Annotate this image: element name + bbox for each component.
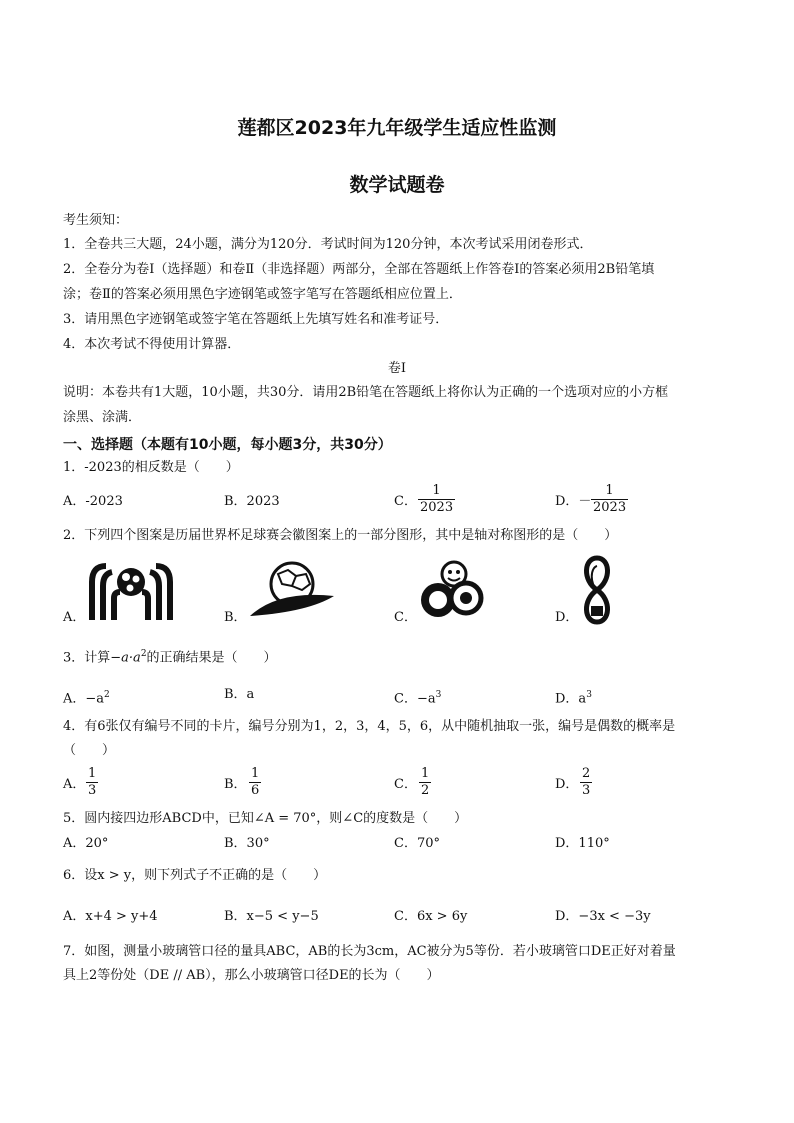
option-b-fraction xyxy=(249,766,261,799)
option-c xyxy=(394,686,441,708)
question-stem: 4．有6张仅有编号不同的卡片，编号分别为1，2，3，4，5，6，从中随机抽取一张，编号是偶数的概率是 xyxy=(63,719,676,734)
question-stem: 7．如图，测量小玻璃管口径的量具ABC，AB的长为3cm，AC被分为5等份．若小玻璃管口DE正好对着量 xyxy=(63,944,676,959)
option-d: D．−3x < −3y xyxy=(555,909,651,924)
option-c-label: C． xyxy=(394,494,417,509)
exam-title: 莲都区2023年九年级学生适应性监测 xyxy=(237,117,557,139)
volume-desc: 涂黑、涂满． xyxy=(63,410,142,425)
worldcup-emblem-c-image xyxy=(418,556,488,622)
option-c: C．6x > 6y xyxy=(394,909,468,924)
notice-item: 涂；卷Ⅱ的答案必须用黑色字迹钢笔或签字笔写在答题纸相应位置上． xyxy=(63,287,462,302)
option-b: B．2023 xyxy=(224,494,280,509)
option-text: C．−a xyxy=(394,691,436,707)
option-text: A．−a xyxy=(63,691,105,707)
option-c: C． xyxy=(394,610,417,625)
volume-desc: 说明：本卷共有1大题，10小题，共30分．请用2B铅笔在答题纸上将你认为正确的一个选项对应的小方框 xyxy=(63,385,669,400)
fraction-denominator: 2023 xyxy=(420,500,454,515)
option-d-label: D．－ xyxy=(555,494,592,509)
option-d-label: D． xyxy=(555,777,579,792)
math-expression: −a·a xyxy=(110,650,141,666)
fraction-numerator: 1 xyxy=(605,483,614,498)
question-stem: （ ） xyxy=(63,743,116,758)
option-d-fraction xyxy=(591,483,628,516)
fraction-denominator: 3 xyxy=(582,783,591,798)
fraction-numerator: 2 xyxy=(582,766,591,781)
option-a-fraction xyxy=(86,766,98,799)
option-c-fraction xyxy=(419,766,431,799)
fraction-denominator: 2023 xyxy=(593,500,627,515)
fraction-numerator: 1 xyxy=(421,766,430,781)
question-stem xyxy=(63,645,277,667)
notice-item: 4．本次考试不得使用计算器． xyxy=(63,337,241,352)
worldcup-emblem-d-image xyxy=(580,554,614,626)
exam-subtitle: 数学试题卷 xyxy=(349,174,445,196)
question-stem: 2．下列四个图案是历届世界杯足球赛会徽图案上的一部分图形，其中是轴对称图形的是（ ） xyxy=(63,528,618,543)
stem-text: 的正确结果是（ ） xyxy=(146,650,277,666)
fraction-denominator: 3 xyxy=(88,783,97,798)
option-b: B．x−5 < y−5 xyxy=(224,909,319,924)
option-b: B．a xyxy=(224,687,255,702)
question-stem: 1．-2023的相反数是（ ） xyxy=(63,460,239,475)
exponent: 3 xyxy=(586,690,592,700)
fraction-numerator: 1 xyxy=(251,766,260,781)
fraction-numerator: 1 xyxy=(88,766,97,781)
exponent: 3 xyxy=(435,690,442,700)
exponent: 2 xyxy=(104,690,110,700)
exponent: 2 xyxy=(140,649,147,659)
question-stem: 具上2等份处（DE // AB），那么小玻璃管口径DE的长为（ ） xyxy=(63,968,440,983)
option-c-label: C． xyxy=(394,777,417,792)
stem-text: 3．计算 xyxy=(63,650,111,666)
option-d: D．110° xyxy=(555,836,610,851)
option-a-label: A． xyxy=(63,777,86,792)
option-a xyxy=(63,686,110,708)
option-b: B． xyxy=(224,610,247,625)
notice-item: 1．全卷共三大题，24小题，满分为120分．考试时间为120分钟，本次考试采用闭卷形式． xyxy=(63,237,593,252)
option-b: B．30° xyxy=(224,836,270,851)
option-c-fraction xyxy=(418,483,455,516)
option-a: A．-2023 xyxy=(63,494,123,509)
question-stem: 5．圆内接四边形ABCD中，已知∠A = 70°，则∠C的度数是（ ） xyxy=(63,811,468,826)
option-a: A．x+4 > y+4 xyxy=(63,909,158,924)
option-d: D． xyxy=(555,610,579,625)
worldcup-emblem-b-image xyxy=(248,560,336,622)
option-d-fraction xyxy=(580,766,592,799)
notice-item: 3．请用黑色字迹钢笔或签字笔在答题纸上先填写姓名和准考证号． xyxy=(63,312,449,327)
option-b-label: B． xyxy=(224,777,247,792)
section-heading: 一、选择题（本题有10小题，每小题3分，共30分） xyxy=(63,437,392,453)
option-c: C．70° xyxy=(394,836,440,851)
notice-item: 2．全卷分为卷Ⅰ（选择题）和卷Ⅱ（非选择题）两部分，全部在答题纸上作答卷Ⅰ的答案必须用2B铅笔填 xyxy=(63,262,655,277)
volume-label: 卷Ⅰ xyxy=(387,361,407,376)
option-text: D．a xyxy=(555,691,587,707)
fraction-denominator: 6 xyxy=(251,783,260,798)
question-stem: 6．设x > y，则下列式子不正确的是（ ） xyxy=(63,868,327,883)
fraction-numerator: 1 xyxy=(432,483,441,498)
option-a: A． xyxy=(63,610,86,625)
notice-heading: 考生须知： xyxy=(63,213,129,228)
worldcup-emblem-a-image xyxy=(88,560,174,622)
fraction-denominator: 2 xyxy=(421,783,430,798)
option-d xyxy=(555,686,592,708)
option-a: A．20° xyxy=(63,836,109,851)
